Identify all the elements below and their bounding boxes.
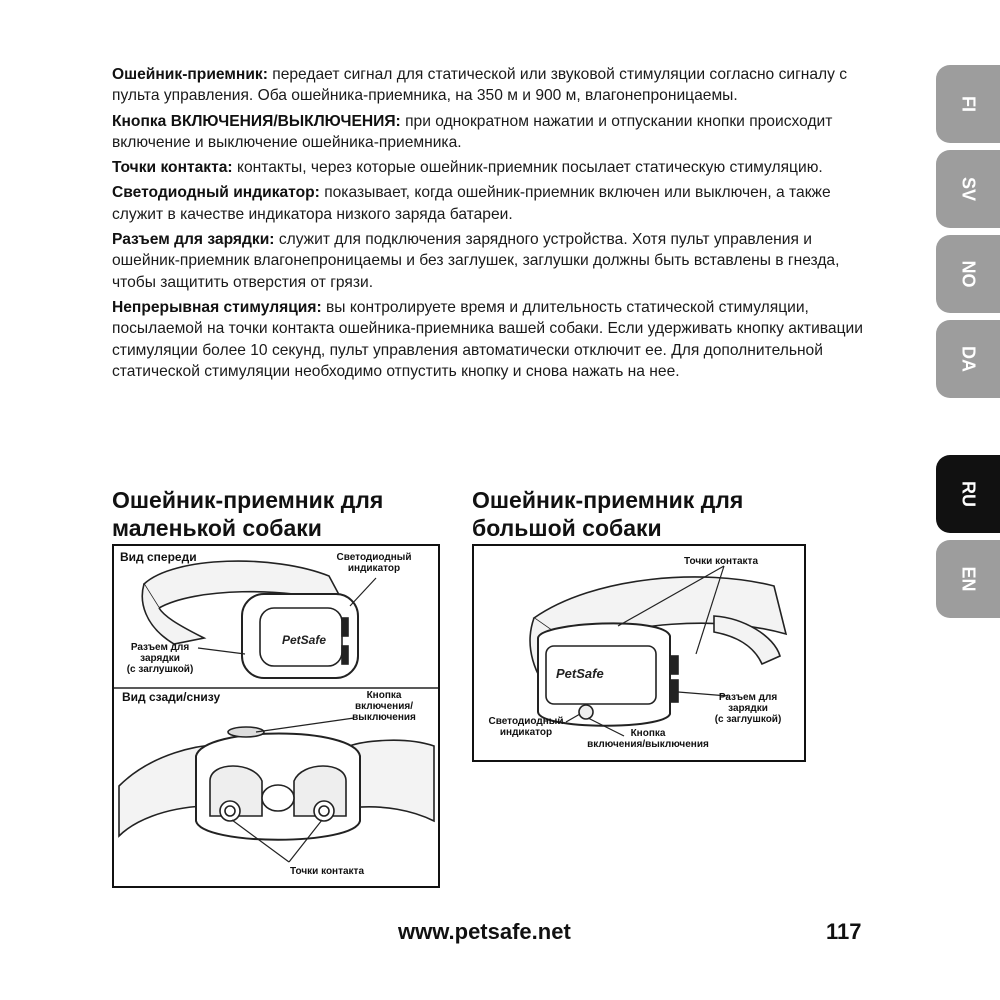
tab-en[interactable] (936, 540, 1000, 618)
label-line: Разъем для (718, 692, 778, 703)
definition: контакты, через которые ошейник-приемник посылает статическую стимуляцию. (232, 159, 823, 177)
tab-label: EN (958, 566, 979, 592)
paragraph-receiver (112, 64, 872, 107)
brand-logo: PetSafe (282, 633, 327, 647)
term: Ошейник-приемник: (112, 66, 268, 83)
label-line: Кнопка (366, 690, 402, 701)
label-line: Кнопка (630, 728, 666, 739)
label-line: индикатор (347, 563, 401, 574)
collar-back-illustration (119, 727, 434, 840)
term: Кнопка ВКЛЮЧЕНИЯ/ВЫКЛЮЧЕНИЯ: (112, 112, 401, 130)
label-line: Разъем для (130, 642, 190, 653)
tab-no[interactable] (936, 235, 1000, 313)
led-label (324, 552, 424, 574)
contacts-label: Точки контакта (290, 866, 365, 877)
definition: показывает, когда ошейник-приемник включен или выключен, а также служит в качестве индикатора низкого заряда батареи. (112, 184, 831, 223)
charge-port-label (700, 692, 796, 725)
power-button-label (340, 690, 428, 723)
label-line: Светодиодный (488, 716, 564, 727)
paragraph-power-button (112, 111, 872, 154)
definition: вы контролируете время и длительность статической стимуляции, посылаемой на точки контакта ошейника-приемника вашей собаки. Если удерживать кнопку активации стимуляции более 10 секунд, пульт управления автоматически отключит ее. Для дополнительной статической стимуляции необходимо отпустить кнопку и снова нажать на нее. (112, 298, 863, 380)
paragraph-continuous-stimulation (112, 297, 872, 382)
label-line: (с заглушкой) (126, 664, 194, 675)
tab-da[interactable] (936, 320, 1000, 398)
label-line: зарядки (728, 703, 768, 714)
charge-port-label (122, 642, 198, 675)
tab-label: DA (958, 346, 979, 372)
tab-fi[interactable] (936, 65, 1000, 143)
paragraph-contact-points (112, 157, 872, 178)
definition: передает сигнал для статической или звуковой стимуляции согласно сигналу с пульта управления. Оба ошейника-приемника, на 350 м и 900 м, влагонепроницаемы. (112, 66, 848, 105)
label-line: выключения (352, 712, 416, 723)
term: Светодиодный индикатор: (112, 184, 320, 202)
title-line: Ошейник-приемник для (472, 487, 744, 513)
footer-url: www.petsafe.net (398, 919, 571, 944)
description-text (112, 64, 872, 386)
tab-label: RU (958, 481, 979, 507)
paragraph-led (112, 182, 872, 225)
tab-label: FI (958, 96, 979, 112)
definition: служит для подключения зарядного устройства. Хотя пульт управления и ошейник-приемник влагонепроницаемы и без заглушек, заглушки должны быть вставлены в гнезда, чтобы защитить отверстия от грязи. (112, 231, 840, 291)
paragraph-charging-port (112, 229, 872, 293)
term: Непрерывная стимуляция: (112, 298, 322, 316)
power-button-label (578, 728, 718, 750)
small-dog-title (112, 486, 383, 542)
view-back-label: Вид сзади/снизу (122, 690, 221, 704)
term: Разъем для зарядки: (112, 231, 275, 249)
definition: при однократном нажатии и отпускании кнопки происходит включение и выключение ошейника-приемника. (112, 112, 833, 151)
term: Точки контакта: (112, 159, 233, 177)
tab-sv[interactable] (936, 150, 1000, 228)
large-dog-figure (472, 544, 806, 762)
page-number: 117 (826, 919, 862, 944)
title-line: большой собаки (472, 515, 662, 541)
brand-logo: PetSafe (556, 666, 604, 681)
large-dog-title (472, 486, 743, 542)
small-dog-figure (112, 544, 440, 888)
title-line: маленькой собаки (112, 515, 322, 541)
led-label (480, 716, 572, 738)
label-line: индикатор (499, 727, 553, 738)
label-line: (с заглушкой) (714, 714, 782, 725)
title-line: Ошейник-приемник для (112, 487, 384, 513)
view-front-label: Вид спереди (120, 550, 197, 564)
tab-ru[interactable] (936, 455, 1000, 533)
label-line: Светодиодный (336, 552, 412, 563)
tab-label: NO (958, 260, 979, 288)
tab-label: SV (958, 176, 979, 202)
contacts-label: Точки контакта (684, 556, 759, 567)
label-line: зарядки (140, 653, 180, 664)
label-line: включения/выключения (587, 739, 709, 750)
label-line: включения/ (355, 701, 413, 712)
